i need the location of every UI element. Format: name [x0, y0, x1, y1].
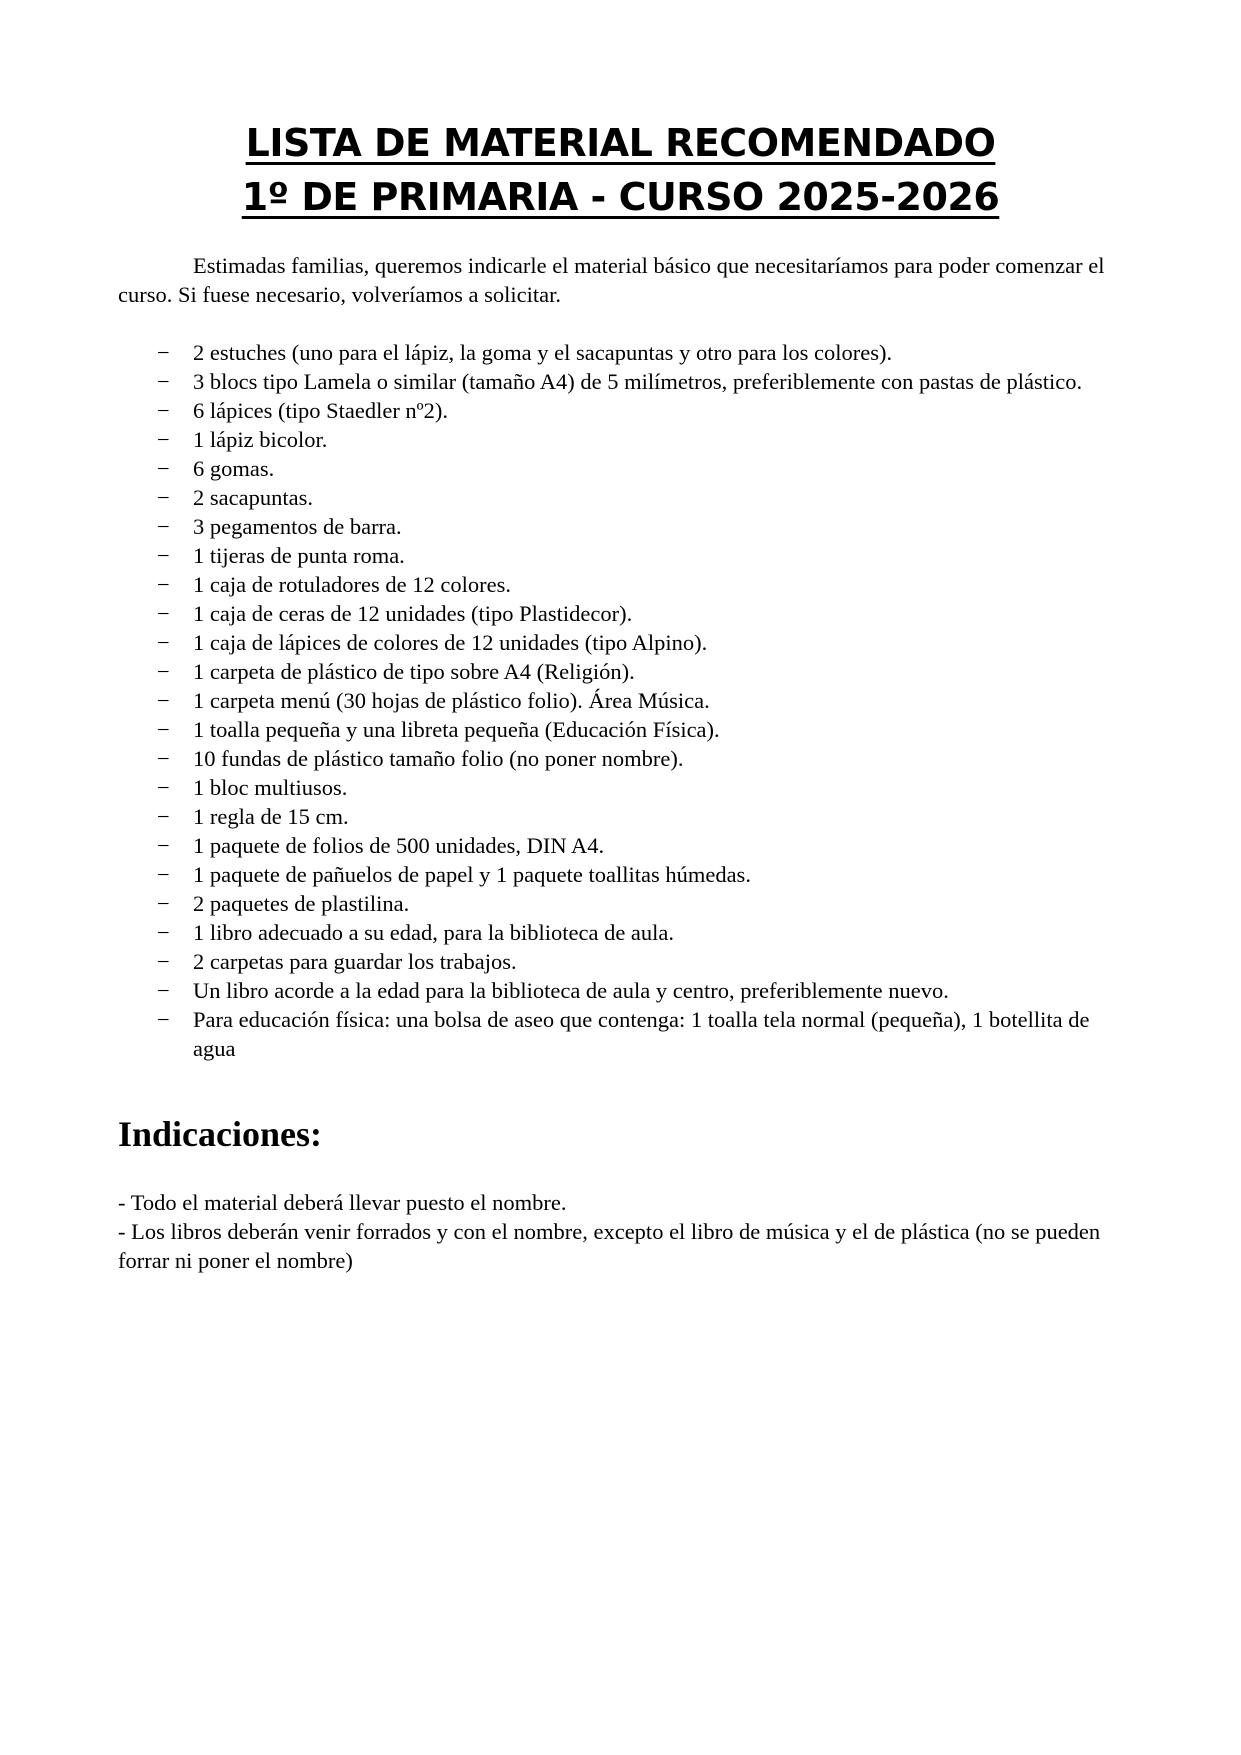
list-item: [0, 918, 1241, 947]
list-item: [0, 773, 1241, 802]
list-item-text: 2 estuches (uno para el lápiz, la goma y el sacapuntas y otro para los colores).: [193, 340, 893, 365]
indicaciones-heading: Indicaciones:: [118, 1114, 323, 1154]
list-dash-marker: −: [157, 891, 170, 916]
list-dash-marker: −: [157, 775, 170, 800]
list-item-text: 2 sacapuntas.: [193, 485, 313, 510]
list-item: [0, 338, 1241, 367]
list-item-text: 1 caja de rotuladores de 12 colores.: [193, 572, 511, 597]
list-dash-marker: −: [157, 485, 170, 510]
list-item: [0, 570, 1241, 599]
list-dash-marker: −: [157, 601, 170, 626]
list-item: [0, 947, 1241, 976]
materials-list: [0, 338, 1241, 1063]
note-line: - Los libros deberán venir forrados y con el nombre, excepto el libro de música y el de plástica (no se pueden forrar ni poner el nombre): [118, 1219, 1101, 1273]
list-item-text: 1 paquete de folios de 500 unidades, DIN A4.: [193, 833, 605, 858]
list-item-text: 6 lápices (tipo Staedler nº2).: [193, 398, 449, 423]
list-item: [0, 541, 1241, 570]
list-dash-marker: −: [157, 543, 170, 568]
list-item: [0, 396, 1241, 425]
list-dash-marker: −: [157, 862, 170, 887]
list-item-text: 1 bloc multiusos.: [193, 775, 348, 800]
note-line: - Todo el material deberá llevar puesto el nombre.: [118, 1190, 567, 1215]
list-item-text: 3 blocs tipo Lamela o similar (tamaño A4) de 5 milímetros, preferiblemente con pastas de plástico.: [193, 369, 1083, 394]
list-item: [0, 715, 1241, 744]
list-item-text: 10 fundas de plástico tamaño folio (no poner nombre).: [193, 746, 684, 771]
list-item: [0, 889, 1241, 918]
list-dash-marker: −: [157, 978, 170, 1003]
list-item-text: 1 toalla pequeña y una libreta pequeña (Educación Física).: [193, 717, 720, 742]
list-dash-marker: −: [157, 456, 170, 481]
list-dash-marker: −: [157, 1007, 170, 1032]
list-item: [0, 425, 1241, 454]
list-item: [0, 831, 1241, 860]
list-item: [0, 628, 1241, 657]
list-item-text: 1 caja de ceras de 12 unidades (tipo Plastidecor).: [193, 601, 633, 626]
list-dash-marker: −: [157, 630, 170, 655]
list-item: [0, 860, 1241, 889]
list-item-text: Para educación física: una bolsa de aseo que contenga: 1 toalla tela normal (pequeña), 1 botellita de agua: [193, 1007, 1090, 1061]
list-item: [0, 599, 1241, 628]
list-item: [0, 483, 1241, 512]
list-item: [0, 454, 1241, 483]
intro-text: Estimadas familias, queremos indicarle el material básico que necesitaríamos para poder comenzar el curso. Si fuese necesario, volveríamos a solicitar.: [118, 253, 1105, 307]
list-item: [0, 1005, 1241, 1063]
list-item: [0, 686, 1241, 715]
title-line-1: LISTA DE MATERIAL RECOMENDADO: [245, 121, 996, 165]
list-item-text: 1 tijeras de punta roma.: [193, 543, 405, 568]
list-dash-marker: −: [157, 746, 170, 771]
list-item-text: 3 pegamentos de barra.: [193, 514, 402, 539]
list-dash-marker: −: [157, 949, 170, 974]
list-item-text: 1 lápiz bicolor.: [193, 427, 328, 452]
list-dash-marker: −: [157, 659, 170, 684]
list-item: [0, 976, 1241, 1005]
list-item: [0, 657, 1241, 686]
indicaciones-notes: [118, 1188, 1128, 1275]
list-item-text: 1 carpeta de plástico de tipo sobre A4 (Religión).: [193, 659, 635, 684]
list-item-text: 1 libro adecuado a su edad, para la biblioteca de aula.: [193, 920, 675, 945]
list-dash-marker: −: [157, 514, 170, 539]
document-title: [0, 120, 1241, 166]
list-item-text: 6 gomas.: [193, 456, 275, 481]
document-subtitle: [0, 174, 1241, 220]
list-item-text: 1 paquete de pañuelos de papel y 1 paquete toallitas húmedas.: [193, 862, 751, 887]
list-item: [0, 367, 1241, 396]
list-dash-marker: −: [157, 340, 170, 365]
list-item: [0, 512, 1241, 541]
list-item-text: 1 regla de 15 cm.: [193, 804, 349, 829]
list-item: [0, 744, 1241, 773]
intro-paragraph: [118, 251, 1128, 309]
title-line-2: 1º DE PRIMARIA - CURSO 2025-2026: [241, 175, 1000, 219]
list-dash-marker: −: [157, 398, 170, 423]
list-dash-marker: −: [157, 717, 170, 742]
list-dash-marker: −: [157, 688, 170, 713]
list-item-text: 1 carpeta menú (30 hojas de plástico folio). Área Música.: [193, 688, 710, 713]
list-dash-marker: −: [157, 369, 170, 394]
list-dash-marker: −: [157, 920, 170, 945]
list-dash-marker: −: [157, 833, 170, 858]
list-item: [0, 802, 1241, 831]
list-item-text: 2 paquetes de plastilina.: [193, 891, 410, 916]
list-dash-marker: −: [157, 427, 170, 452]
list-item-text: Un libro acorde a la edad para la biblioteca de aula y centro, preferiblemente nuevo.: [193, 978, 949, 1003]
list-item-text: 2 carpetas para guardar los trabajos.: [193, 949, 517, 974]
list-dash-marker: −: [157, 804, 170, 829]
list-dash-marker: −: [157, 572, 170, 597]
list-item-text: 1 caja de lápices de colores de 12 unidades (tipo Alpino).: [193, 630, 708, 655]
